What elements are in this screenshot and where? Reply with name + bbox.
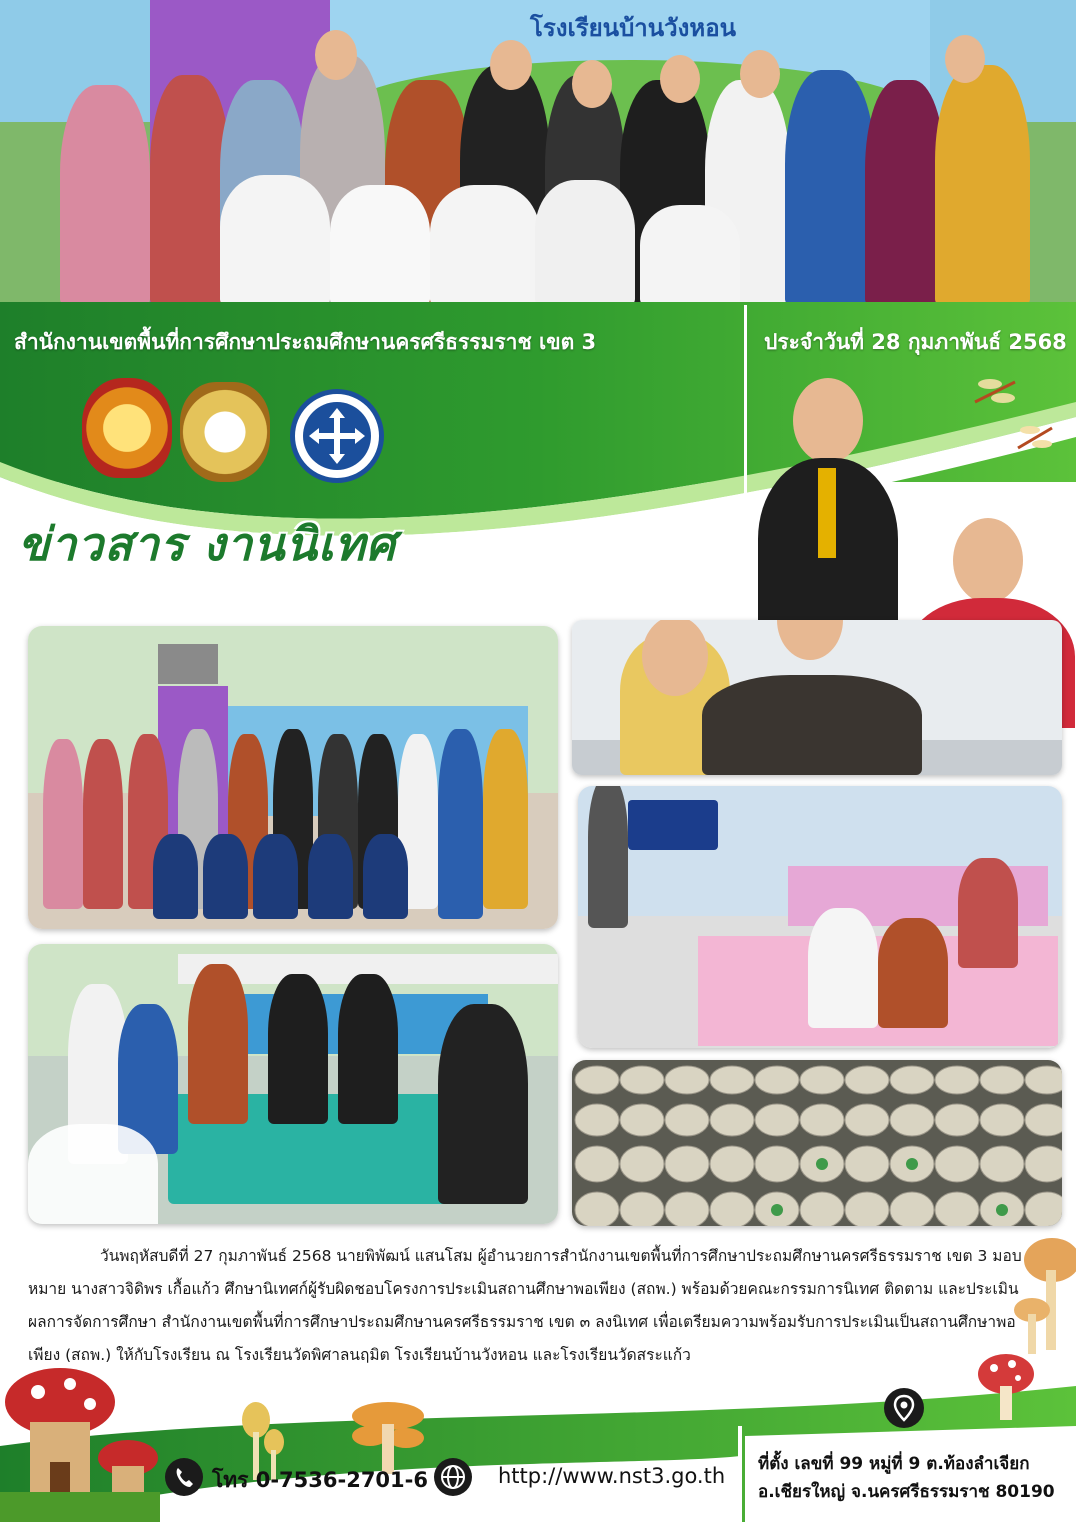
air-conditioner [158, 644, 218, 684]
district-office-logo [180, 382, 270, 482]
school-sign: โรงเรียนบ้านวังหอน [530, 13, 737, 42]
mushroom-bag-rows [572, 1060, 1062, 1226]
red-mushroom-icon [974, 1352, 1038, 1422]
classroom-meeting-photo [578, 786, 1062, 1048]
phone-icon [165, 1458, 203, 1496]
tv-screen [628, 800, 718, 850]
mushroom-bags-photo [572, 1060, 1062, 1226]
mushroom-house-icon [0, 1362, 160, 1522]
top-group-photo [0, 0, 1076, 305]
obec-logo [82, 378, 172, 478]
phone-number: โทร 0-7536-2701-6 [212, 1468, 428, 1492]
mushroom-decoration-icon [1012, 1230, 1076, 1360]
address-line-2: อ.เชียรใหญ่ จ.นครศรีธรรมราช 80190 [758, 1482, 1055, 1502]
globe-icon [434, 1458, 472, 1496]
dragonfly-icon-2 [1010, 420, 1060, 456]
office-name: สำนักงานเขตพื้นที่การศึกษาประถมศึกษานครศรีธรรมราช เขต 3 [14, 330, 597, 354]
outdoor-meeting-photo [28, 944, 558, 1224]
header-divider [744, 305, 747, 505]
cross-arrows-icon [295, 394, 379, 478]
address-line-1: ที่ตั้ง เลขที่ 99 หมู่ที่ 9 ต.ท้องลำเจียก [758, 1454, 1030, 1474]
location-pin-icon [884, 1388, 924, 1428]
news-paragraph: วันพฤหัสบดีที่ 27 กุมภาพันธ์ 2568 นายพิพัฒน์ แสนโสม ผู้อำนวยการสำนักงานเขตพื้นที่การศึกษาประถมศึกษานครศรีธรรมราช เขต 3 มอบหมาย นางสาวจิดิพร เกื้อแก้ว ศึกษานิเทศก์ผู้รับผิดชอบโครงการประเมินสถานศึกษาพอเพียง (สถพ.) พร้อมด้วยคณะกรรมการนิเทศ ติดตาม และประเมินผลการจัดการศึกษา สำนักงานเขตพื้นที่การศึกษาประถมศึกษานครศรีธรรมราช เขต ๓ ลงนิเทศ เพื่อเตรียมความพร้อมรับการประเมินเป็นสถานศึกษาพอเพียง (สถพ.) ให้กับโรงเรียน ณ โรงเรียนวัดพิศาลนฤมิต โรงเรียนบ้านวังหอน และโรงเรียนวัดสระแก้ว [28, 1247, 1022, 1364]
supervision-unit-logo [290, 389, 384, 483]
newsletter-title: ข่าวสาร งานนิเทศ [18, 517, 397, 571]
group-photo-2 [28, 626, 558, 929]
officials-desk-photo [572, 620, 1062, 775]
dragonfly-icon [965, 372, 1025, 412]
date-line: ประจำวันที่ 28 กุมภาพันธ์ 2568 [764, 330, 1067, 354]
website-link[interactable]: http://www.nst3.go.th [498, 1464, 726, 1488]
official-portrait-1 [758, 378, 898, 638]
